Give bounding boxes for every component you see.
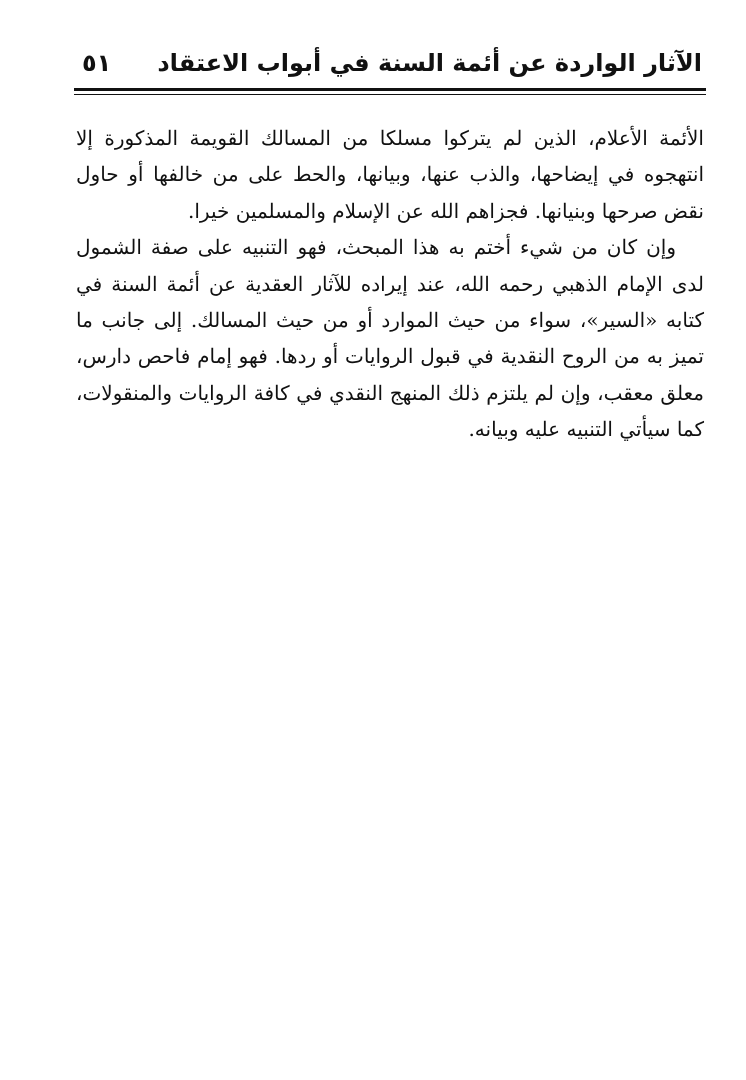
running-head-title: الآثار الواردة عن أئمة السنة في أبواب الاعتقاد (157, 49, 702, 77)
page-number: ٥١ (82, 49, 112, 77)
paragraph-continuation: الأئمة الأعلام، الذين لم يتركوا مسلكا من المسالك القويمة المذكورة إلا انتهجوه في إيضاحها، والذب عنها، وبيانها، والحط على من خالفها أو حاول نقض صرحها وبنيانها. فجزاهم الله عن الإسلام والمسلمين خيرا. (76, 126, 704, 223)
paragraph: وإن كان من شيء أختم به هذا المبحث، فهو التنبيه على صفة الشمول لدى الإمام الذهبي رحمه الله، عند إيراده للآثار العقدية عن أئمة السنة في كتابه «السير»، سواء من حيث الموارد أو من حيث المسالك. إلى جانب ما تميز به من الروح النقدية في قبول الروايات أو ردها. فهو إمام فاحص دارس، معلق معقب، وإن لم يلتزم ذلك المنهج النقدي في كافة الروايات والمنقولات، كما سيأتي التنبيه عليه وبيانه. (76, 235, 704, 442)
page-header (74, 44, 702, 84)
body-text (76, 120, 704, 448)
header-rule-thin (74, 94, 706, 95)
header-rule-thick (74, 88, 706, 91)
